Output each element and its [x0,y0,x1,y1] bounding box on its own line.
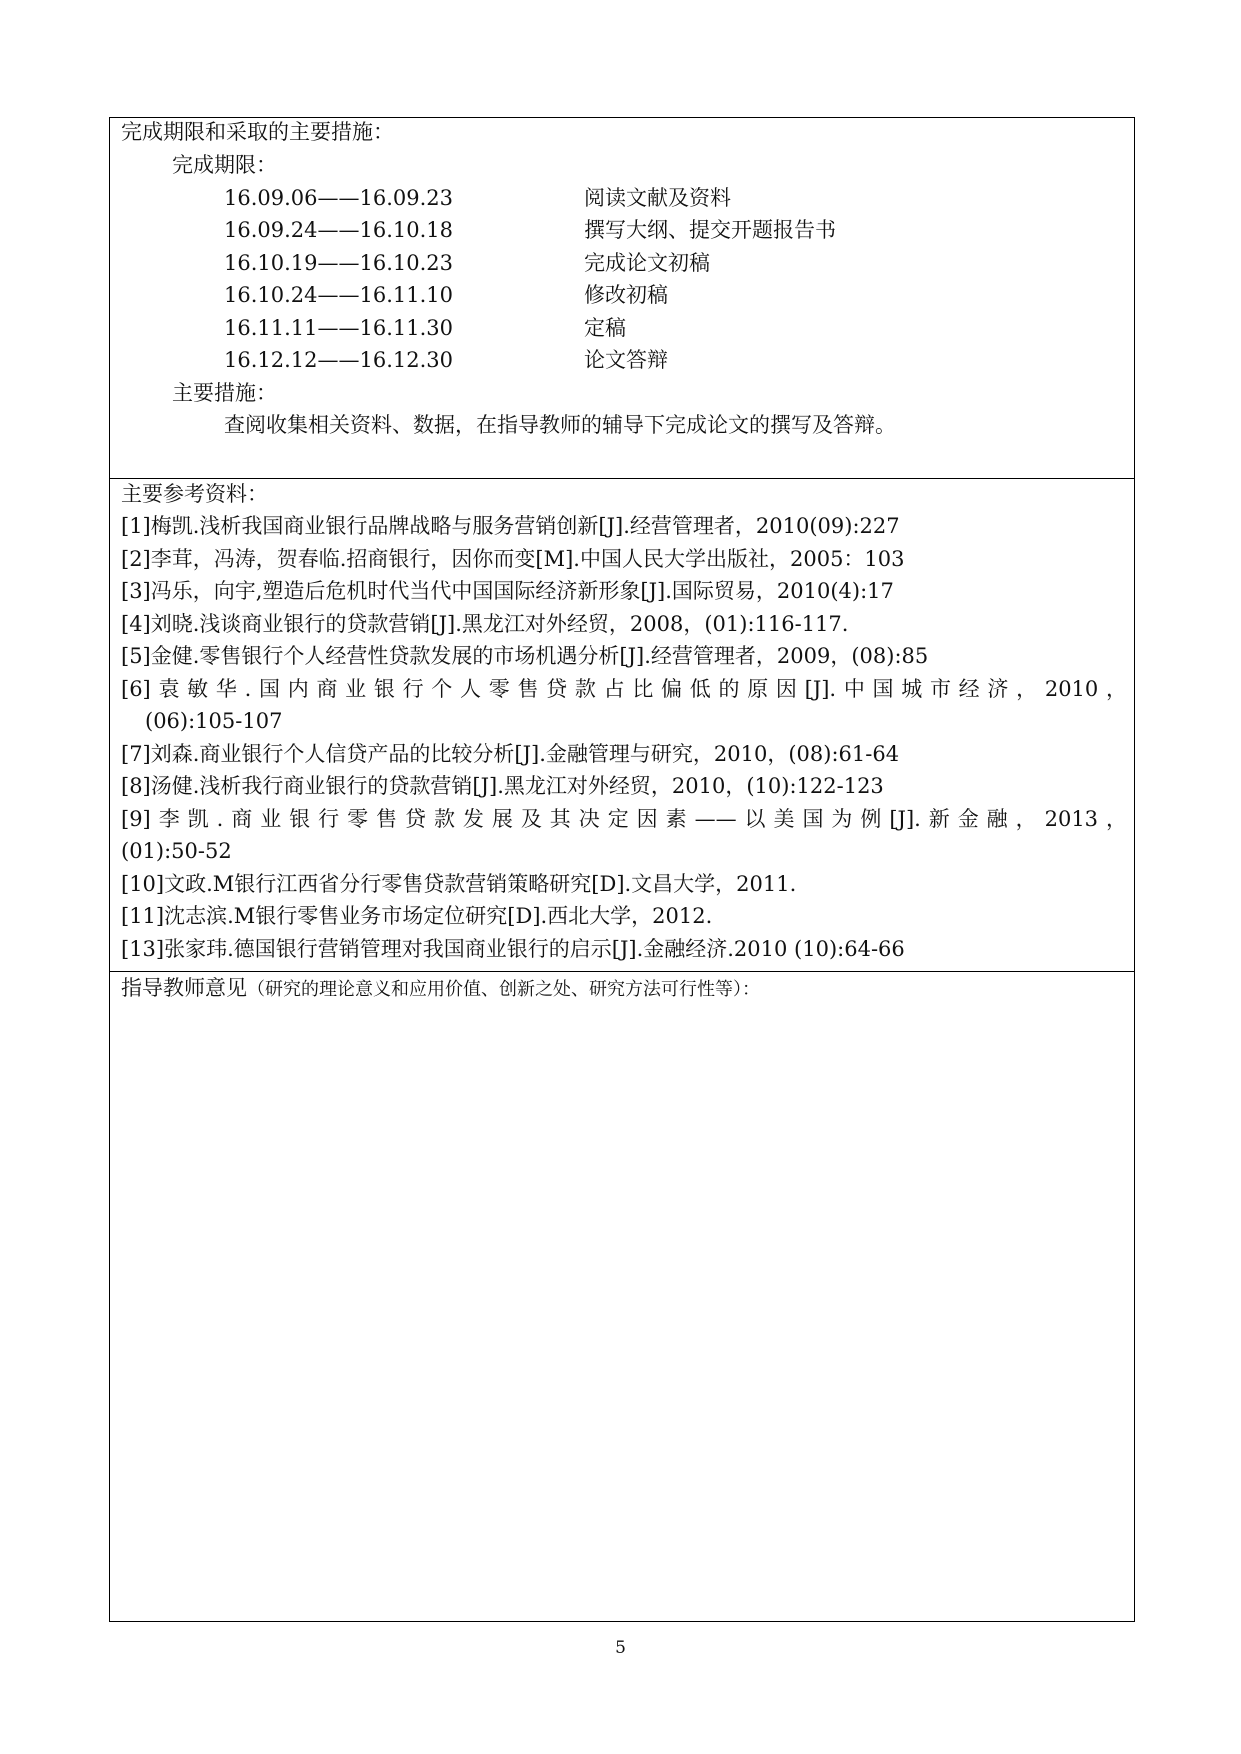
advisor-opinion-cell [110,972,1134,1621]
schedule-date: 16.09.24——16.10.18 [224,218,454,242]
schedule-task: 完成论文初稿 [584,251,710,275]
reference-continuation-text: (01):50-52 [121,839,232,863]
reference-item: [11]沈志滨.M银行零售业务市场定位研究[D].西北大学，2012. [121,904,713,928]
reference-item: [1]梅凯.浅析我国商业银行品牌战略与服务营销创新[J].经营管理者，2010(09):227 [121,514,900,538]
reference-item: [13]张家玮.德国银行营销管理对我国商业银行的启示[J].金融经济.2010 (10):64-66 [121,937,905,961]
reference-item: [3]冯乐，向宇,塑造后危机时代当代中国国际经济新形象[J].国际贸易，2010(4):17 [121,579,894,603]
reference-item: [7]刘森.商业银行个人信贷产品的比较分析[J].金融管理与研究，2010，(08):61-64 [121,742,900,766]
references-cell [110,479,1134,972]
schedule-task: 撰写大纲、提交开题报告书 [584,218,836,242]
schedule-cell [110,118,1134,479]
schedule-date: 16.11.11——16.11.30 [224,316,454,340]
reference-continuation [121,837,1127,865]
measures-label: 主要措施： [172,381,277,405]
references-heading: 主要参考资料： [121,482,268,506]
deadline-label: 完成期限： [172,153,277,177]
schedule-heading: 完成期限和采取的主要措施： [121,120,394,144]
schedule-date: 16.10.24——16.11.10 [224,283,454,307]
schedule-date: 16.12.12——16.12.30 [224,348,454,372]
schedule-task: 定稿 [584,316,626,340]
schedule-date: 16.09.06——16.09.23 [224,186,454,210]
schedule-task: 修改初稿 [584,283,668,307]
reference-item: [5]金健.零售银行个人经营性贷款发展的市场机遇分析[J].经营管理者，2009，(08):85 [121,644,929,668]
proposal-table [109,117,1135,1622]
reference-continuation-text: (06):105-107 [145,709,283,733]
schedule-date: 16.10.19——16.10.23 [224,251,454,275]
measures-text: 查阅收集相关资料、数据，在指导教师的辅导下完成论文的撰写及答辩。 [224,413,896,437]
advisor-opinion-title: 指导教师意见 [121,976,247,1000]
schedule-task: 阅读文献及资料 [584,186,731,210]
page-number: 5 [615,1638,626,1658]
advisor-opinion-heading [121,974,760,1004]
advisor-opinion-note: （研究的理论意义和应用价值、创新之处、研究方法可行性等）： [247,979,760,1000]
reference-item: [9]李凯.商业银行零售贷款发展及其决定因素——以美国为例[J].新金融，2013， [121,807,1127,831]
schedule-task: 论文答辩 [584,348,668,372]
reference-item: [4]刘晓.浅谈商业银行的贷款营销[J].黑龙江对外经贸，2008，(01):116-117. [121,612,849,636]
reference-item: [6]袁敏华.国内商业银行个人零售贷款占比偏低的原因[J].中国城市经济，2010， [121,677,1127,701]
reference-item: [2]李茸，冯涛，贺春临.招商银行，因你而变[M].中国人民大学出版社，2005：103 [121,547,905,571]
reference-item: [8]汤健.浅析我行商业银行的贷款营销[J].黑龙江对外经贸，2010，(10):122-123 [121,774,884,798]
reference-item: [10]文政.M银行江西省分行零售贷款营销策略研究[D].文昌大学，2011. [121,872,797,896]
reference-continuation [121,707,1127,735]
